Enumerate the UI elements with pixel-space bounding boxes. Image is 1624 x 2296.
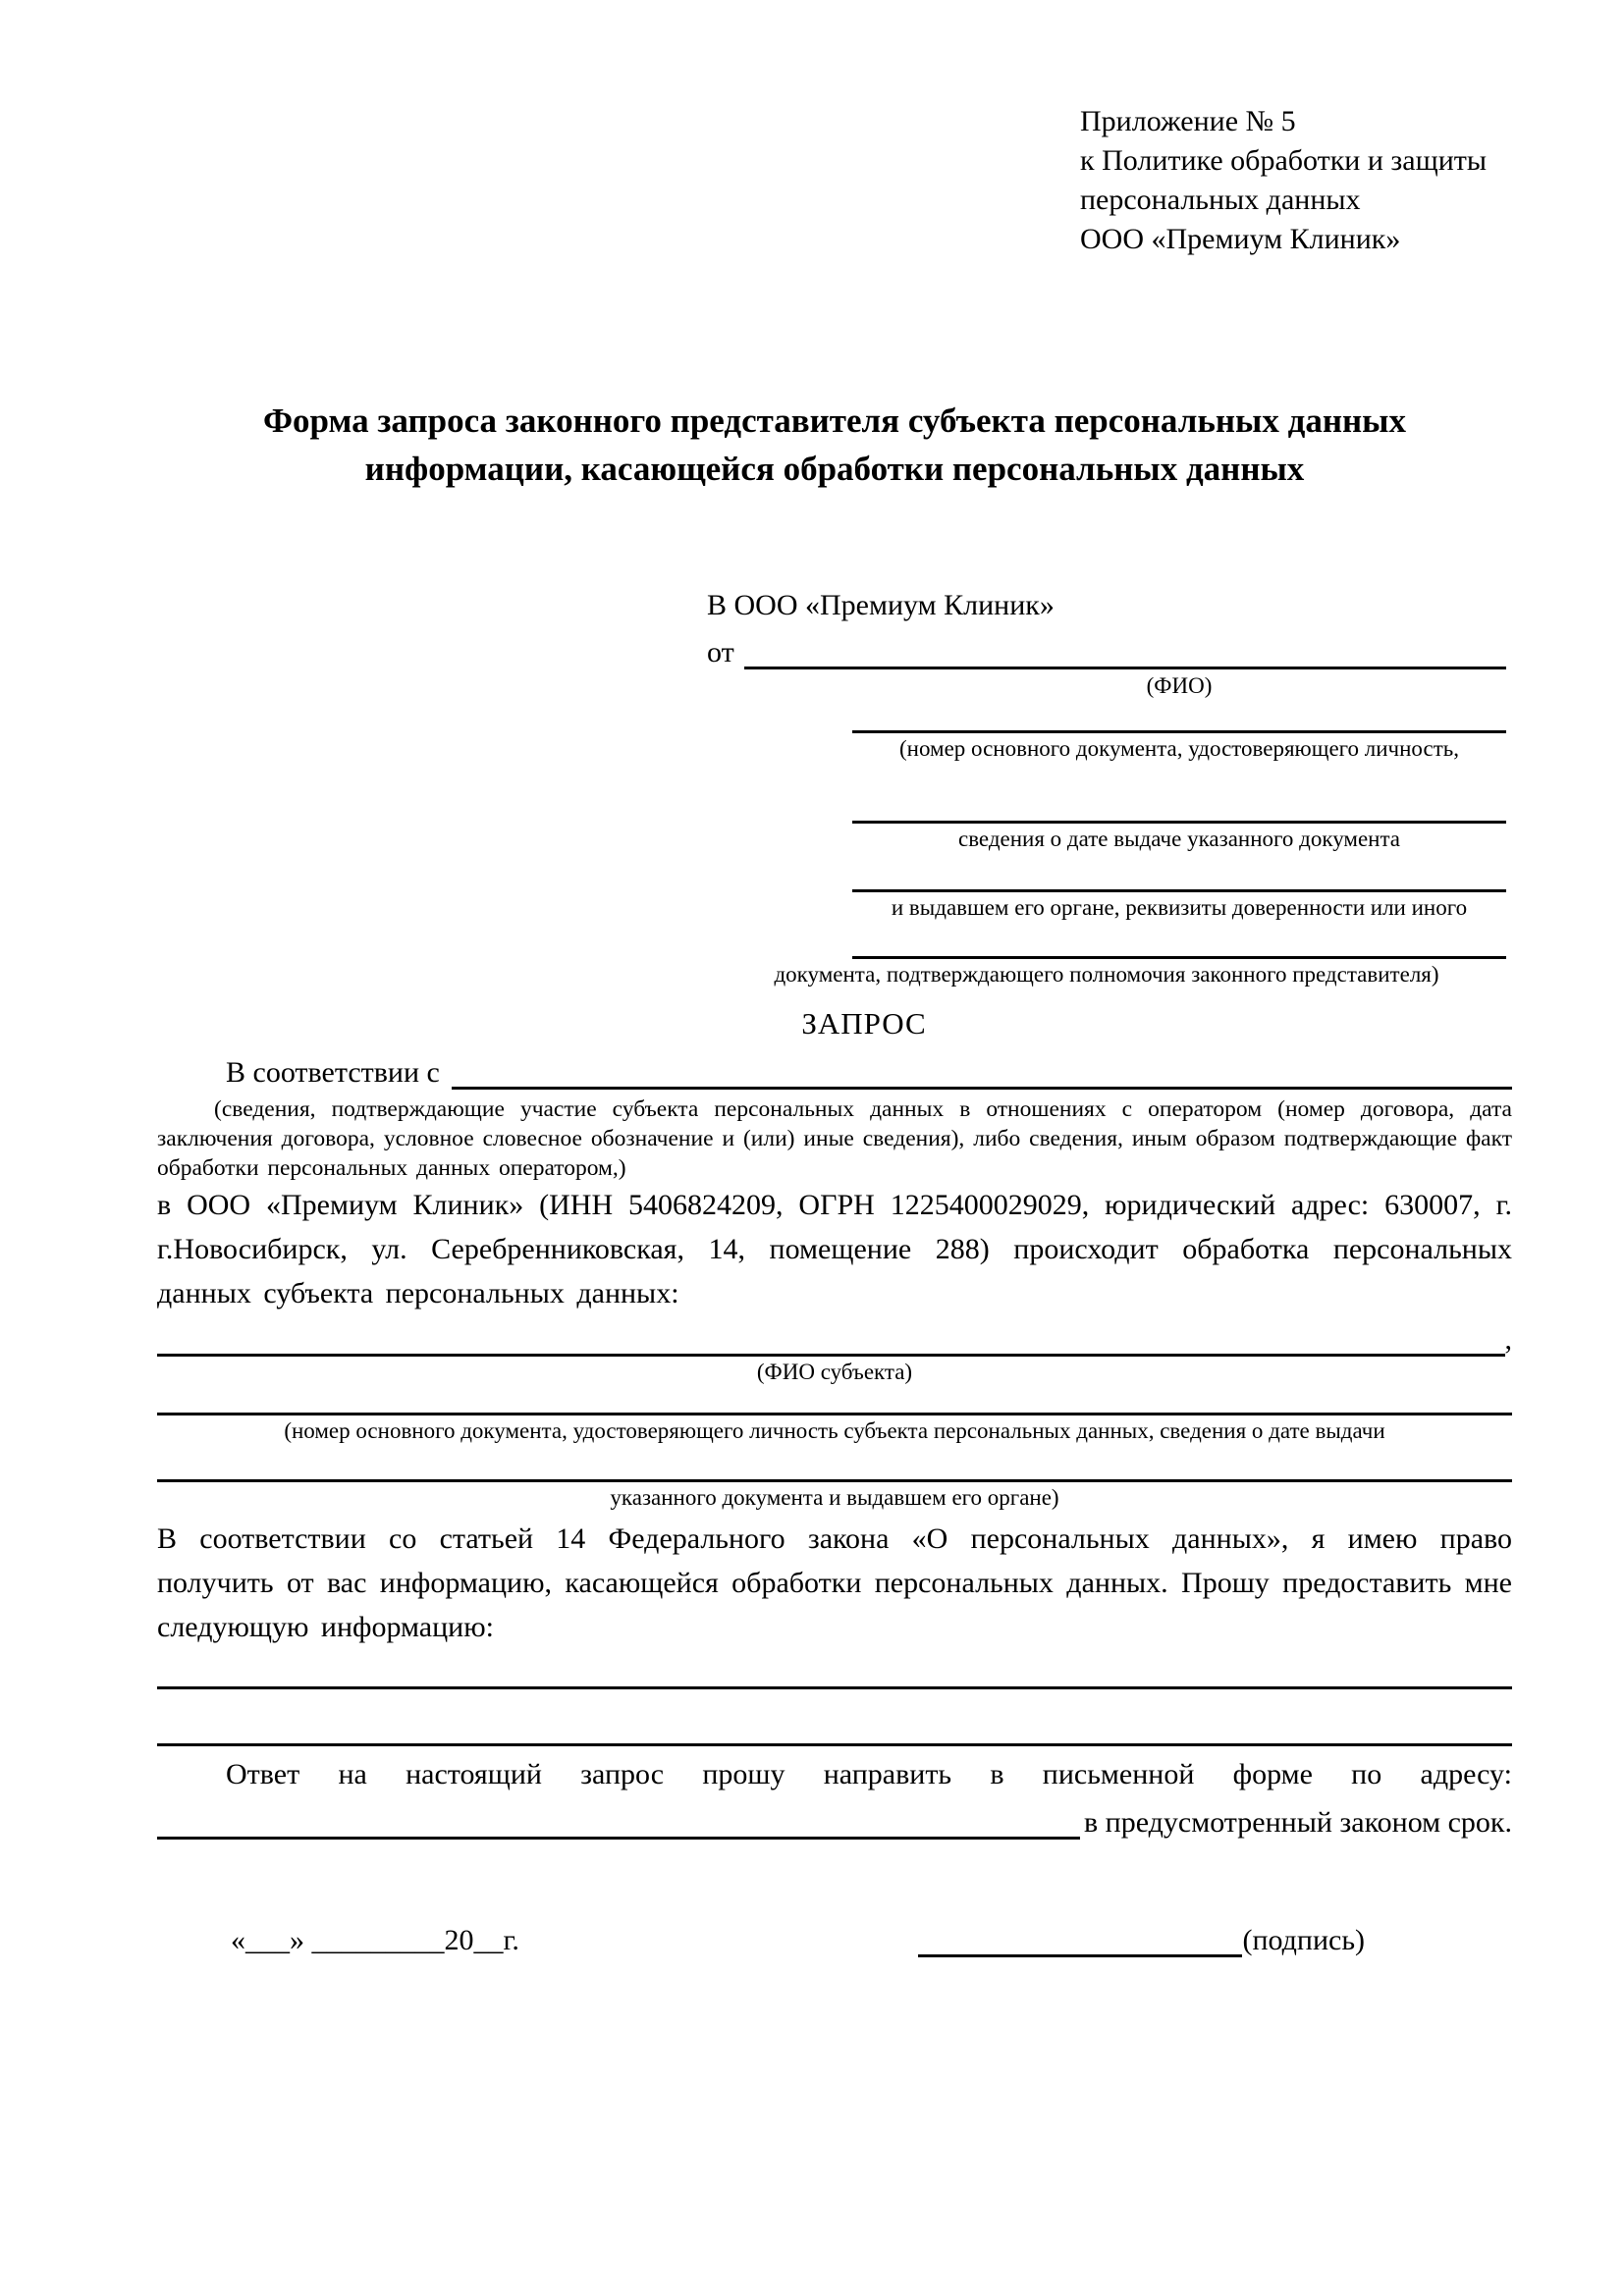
document-number-caption: (номер основного документа, удостоверяющего личность,	[898, 736, 1459, 761]
issue-date-caption: сведения о дате выдаче указанного документа	[957, 827, 1401, 851]
blank-fill-line	[157, 1837, 1080, 1840]
appendix-line: Приложение № 5	[1080, 105, 1296, 137]
answer-address-field-row	[157, 1796, 1512, 1840]
blank-fill-line	[852, 821, 1506, 824]
blank-fill-line	[452, 1087, 1512, 1090]
appendix-reference-block	[1080, 102, 1532, 259]
accordance-footnote: (сведения, подтверждающие участие субъекта персональных данных в отношениях с оператором (номер договора, дата заключения договора, условное словесное обозначение и (или) иные сведения), либо сведения, иным образом подтверждающие факт обработки персональных данных оператором,)	[157, 1096, 1512, 1181]
blank-fill-line	[157, 1743, 1512, 1746]
subject-document-caption-2: указанного документа и выдавшем его органе)	[610, 1485, 1059, 1510]
appendix-line: персональных данных	[1080, 184, 1361, 216]
date-blank-text: «___» _________20__г.	[231, 1924, 519, 1956]
answer-tail-text: в предусмотренный законом срок.	[1084, 1806, 1512, 1839]
appendix-line: ООО «Премиум Клиник»	[1080, 223, 1401, 255]
accordance-field-row	[157, 1050, 1512, 1090]
request-section	[157, 1005, 1512, 1957]
addressee-block	[707, 587, 1506, 988]
document-title	[157, 397, 1512, 493]
request-heading: ЗАПРОС	[801, 1006, 927, 1041]
signature-field-group	[918, 1924, 1365, 1957]
subject-fio-caption: (ФИО субъекта)	[756, 1360, 913, 1384]
representative-authority-caption: документа, подтверждающего полномочия законного представителя)	[774, 962, 1439, 987]
blank-fill-line	[744, 667, 1506, 669]
from-label: от	[707, 636, 734, 668]
blank-fill-line	[157, 1686, 1512, 1689]
issuing-authority-caption: и выдавшем его органе, реквизиты доверенности или иного	[891, 895, 1468, 920]
blank-fill-line	[157, 1413, 1512, 1415]
blank-fill-line	[157, 1354, 1505, 1357]
blank-fill-line	[852, 956, 1506, 959]
blank-fill-line	[852, 730, 1506, 733]
document-title-line-1: Форма запроса законного представителя субъекта персональных данных	[263, 401, 1406, 440]
law-paragraph: В соответствии со статьей 14 Федерального закона «О персональных данных», я имею право получить от вас информацию, касающейся обработки персональных данных. Прошу предоставить мне следующую информацию:	[157, 1522, 1512, 1643]
subject-document-caption-1: (номер основного документа, удостоверяющего личность субъекта персональных данных, сведения о дате выдачи	[284, 1418, 1385, 1443]
from-field-row	[707, 632, 1506, 669]
blank-fill-line	[918, 1954, 1242, 1957]
document-title-line-2: информации, касающейся обработки персональных данных	[364, 450, 1305, 488]
accordance-label: В соответствии с	[226, 1056, 440, 1089]
operator-paragraph: в ООО «Премиум Клиник» (ИНН 5406824209, ОГРН 1225400029029, юридический адрес: 630007, г. г.Новосибирск, ул. Серебренниковская, 14, помещение 288) происходит обработка персональных данных субъекта персональных данных:	[157, 1189, 1512, 1309]
date-signature-row	[157, 1924, 1512, 1957]
answer-request-sentence: Ответ на настоящий запрос прошу направить в письменной форме по адресу:	[226, 1758, 1512, 1790]
fio-caption: (ФИО)	[1146, 673, 1213, 698]
subject-fio-field-row	[157, 1319, 1512, 1357]
trailing-comma: ,	[1504, 1323, 1512, 1356]
blank-fill-line	[852, 889, 1506, 892]
appendix-line: к Политике обработки и защиты	[1080, 144, 1488, 177]
addressee-organization: В ООО «Премиум Клиник»	[707, 589, 1055, 621]
signature-caption: (подпись)	[1242, 1924, 1365, 1956]
blank-fill-line	[157, 1479, 1512, 1482]
